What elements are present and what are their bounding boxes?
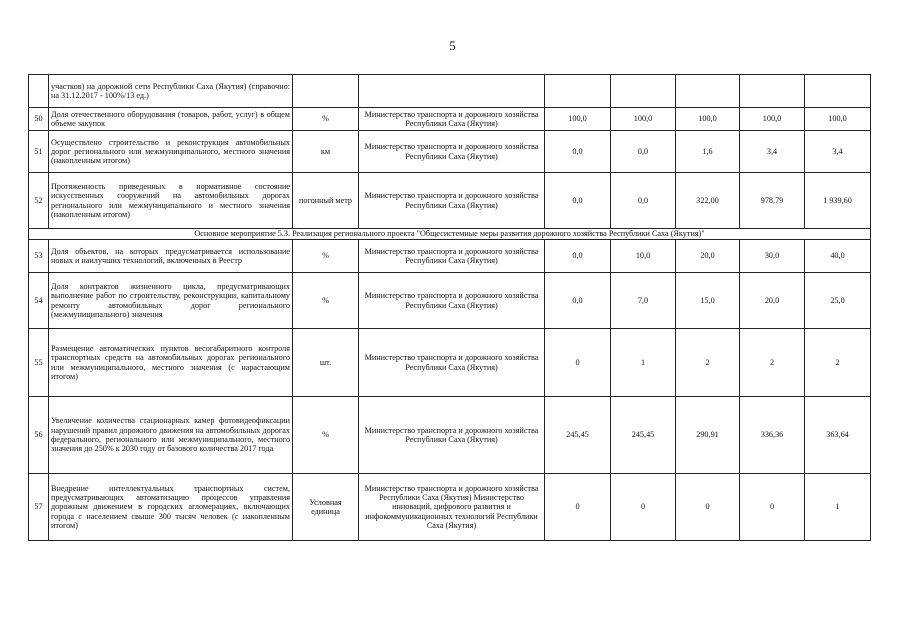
value-cell: 40,0 — [805, 240, 871, 273]
value-cell: 2 — [740, 329, 805, 397]
value-cell: 0 — [545, 329, 611, 397]
value-cell: 290,91 — [676, 397, 740, 474]
indicator-description: Увеличение количества стационарных камер фотовидеофиксации нарушений правил дорожного движения на автомобильных дорогах федерального, регионального или межмуниципального, местного значения до 250% к 2030 году от базового количества 2017 года — [49, 397, 293, 474]
value-cell: 0 — [676, 474, 740, 541]
unit-cell: км — [293, 131, 359, 173]
value-cell: 1,6 — [676, 131, 740, 173]
value-cell: 0,0 — [545, 240, 611, 273]
value-cell: 245,45 — [545, 397, 611, 474]
organization-cell: Министерство транспорта и дорожного хозяйства Республики Саха (Якутия) Министерство инноваций, цифрового развития и инфокоммуникационных технологий Республики Саха (Якутия) — [359, 474, 545, 541]
table-row — [29, 397, 871, 474]
value-cell: 0,0 — [611, 173, 676, 229]
row-number: 53 — [29, 240, 49, 273]
value-cell: 1 939,60 — [805, 173, 871, 229]
value-cell — [611, 75, 676, 108]
row-number: 52 — [29, 173, 49, 229]
value-cell: 100,0 — [676, 108, 740, 131]
unit-cell: погонный метр — [293, 173, 359, 229]
row-number — [29, 75, 49, 108]
value-cell — [545, 75, 611, 108]
row-number: 57 — [29, 474, 49, 541]
unit-cell: % — [293, 240, 359, 273]
value-cell: 0,0 — [545, 131, 611, 173]
table-row — [29, 173, 871, 229]
unit-cell: Условная единица — [293, 474, 359, 541]
unit-cell: шт. — [293, 329, 359, 397]
value-cell: 0 — [740, 474, 805, 541]
value-cell: 2 — [676, 329, 740, 397]
table-row — [29, 240, 871, 273]
value-cell: 245,45 — [611, 397, 676, 474]
value-cell: 1 — [805, 474, 871, 541]
row-number: 55 — [29, 329, 49, 397]
value-cell: 25,0 — [805, 273, 871, 329]
value-cell: 20,0 — [740, 273, 805, 329]
indicator-description: Доля контрактов жизненного цикла, предусматривающих выполнение работ по строительству, реконструкции, капитальному ремонту автомобильных дорог регионального (межмуниципального) значения — [49, 273, 293, 329]
value-cell: 363,64 — [805, 397, 871, 474]
value-cell: 978,79 — [740, 173, 805, 229]
value-cell: 0,0 — [545, 273, 611, 329]
indicator-description: Внедрение интеллектуальных транспортных систем, предусматривающих автоматизацию процессов управления дорожным движением в городских агломерациях, включающих города с населением свыше 300 тысяч человек (с накопленным итогом) — [49, 474, 293, 541]
value-cell: 1 — [611, 329, 676, 397]
continuation-row — [29, 75, 871, 108]
row-number: 54 — [29, 273, 49, 329]
value-cell — [805, 75, 871, 108]
value-cell — [676, 75, 740, 108]
value-cell: 20,0 — [676, 240, 740, 273]
indicator-description: Доля отечественного оборудования (товаров, работ, услуг) в общем объеме закупок — [49, 108, 293, 131]
value-cell: 3,4 — [740, 131, 805, 173]
value-cell: 3,4 — [805, 131, 871, 173]
row-number: 51 — [29, 131, 49, 173]
indicator-description: участков) на дорожной сети Республики Саха (Якутия) (справочно: на 31.12.2017 - 100%/13 ед.) — [49, 75, 293, 108]
table-row — [29, 273, 871, 329]
organization-cell: Министерство транспорта и дорожного хозяйства Республики Саха (Якутия) — [359, 329, 545, 397]
unit-cell — [293, 75, 359, 108]
unit-cell: % — [293, 397, 359, 474]
indicator-description: Размещение автоматических пунктов весогабаритного контроля транспортных средств на автомобильных дорогах регионального или межмуниципального, местного значения (с нарастающим итогом) — [49, 329, 293, 397]
value-cell: 0 — [545, 474, 611, 541]
value-cell: 30,0 — [740, 240, 805, 273]
value-cell: 322,00 — [676, 173, 740, 229]
value-cell: 100,0 — [611, 108, 676, 131]
organization-cell: Министерство транспорта и дорожного хозяйства Республики Саха (Якутия) — [359, 240, 545, 273]
value-cell: 0,0 — [545, 173, 611, 229]
value-cell: 100,0 — [545, 108, 611, 131]
value-cell: 100,0 — [805, 108, 871, 131]
value-cell: 15,0 — [676, 273, 740, 329]
indicator-description: Осуществлено строительство и реконструкция автомобильных дорог регионального или межмуниципального, местного значения (накопленным итогом) — [49, 131, 293, 173]
row-number: 56 — [29, 397, 49, 474]
indicators-table — [28, 74, 871, 541]
organization-cell: Министерство транспорта и дорожного хозяйства Республики Саха (Якутия) — [359, 173, 545, 229]
organization-cell: Министерство транспорта и дорожного хозяйства Республики Саха (Якутия) — [359, 131, 545, 173]
row-number: 50 — [29, 108, 49, 131]
organization-cell: Министерство транспорта и дорожного хозяйства Республики Саха (Якутия) — [359, 108, 545, 131]
indicator-description: Доля объектов, на которых предусматривается использование новых и наилучших технологий, включенных в Реестр — [49, 240, 293, 273]
indicator-description: Протяженность приведенных в нормативное состояние искусственных сооружений на автомобильных дорогах регионального или межмуниципального и местного значения (накопленным итогом) — [49, 173, 293, 229]
table-row — [29, 329, 871, 397]
unit-cell: % — [293, 273, 359, 329]
value-cell — [740, 75, 805, 108]
organization-cell — [359, 75, 545, 108]
unit-cell: % — [293, 108, 359, 131]
value-cell: 10,0 — [611, 240, 676, 273]
table-row — [29, 131, 871, 173]
section-header-row — [29, 229, 871, 240]
value-cell: 2 — [805, 329, 871, 397]
value-cell: 0,0 — [611, 131, 676, 173]
page-number: 5 — [449, 38, 456, 53]
value-cell: 100,0 — [740, 108, 805, 131]
value-cell: 0 — [611, 474, 676, 541]
table-row — [29, 108, 871, 131]
section-title: Основное мероприятие 5.3. Реализация регионального проекта "Общесистемные меры развития дорожного хозяйства Республики Саха (Якутия)" — [29, 229, 871, 240]
table-row — [29, 474, 871, 541]
value-cell: 7,0 — [611, 273, 676, 329]
value-cell: 336,36 — [740, 397, 805, 474]
organization-cell: Министерство транспорта и дорожного хозяйства Республики Саха (Якутия) — [359, 273, 545, 329]
organization-cell: Министерство транспорта и дорожного хозяйства Республики Саха (Якутия) — [359, 397, 545, 474]
